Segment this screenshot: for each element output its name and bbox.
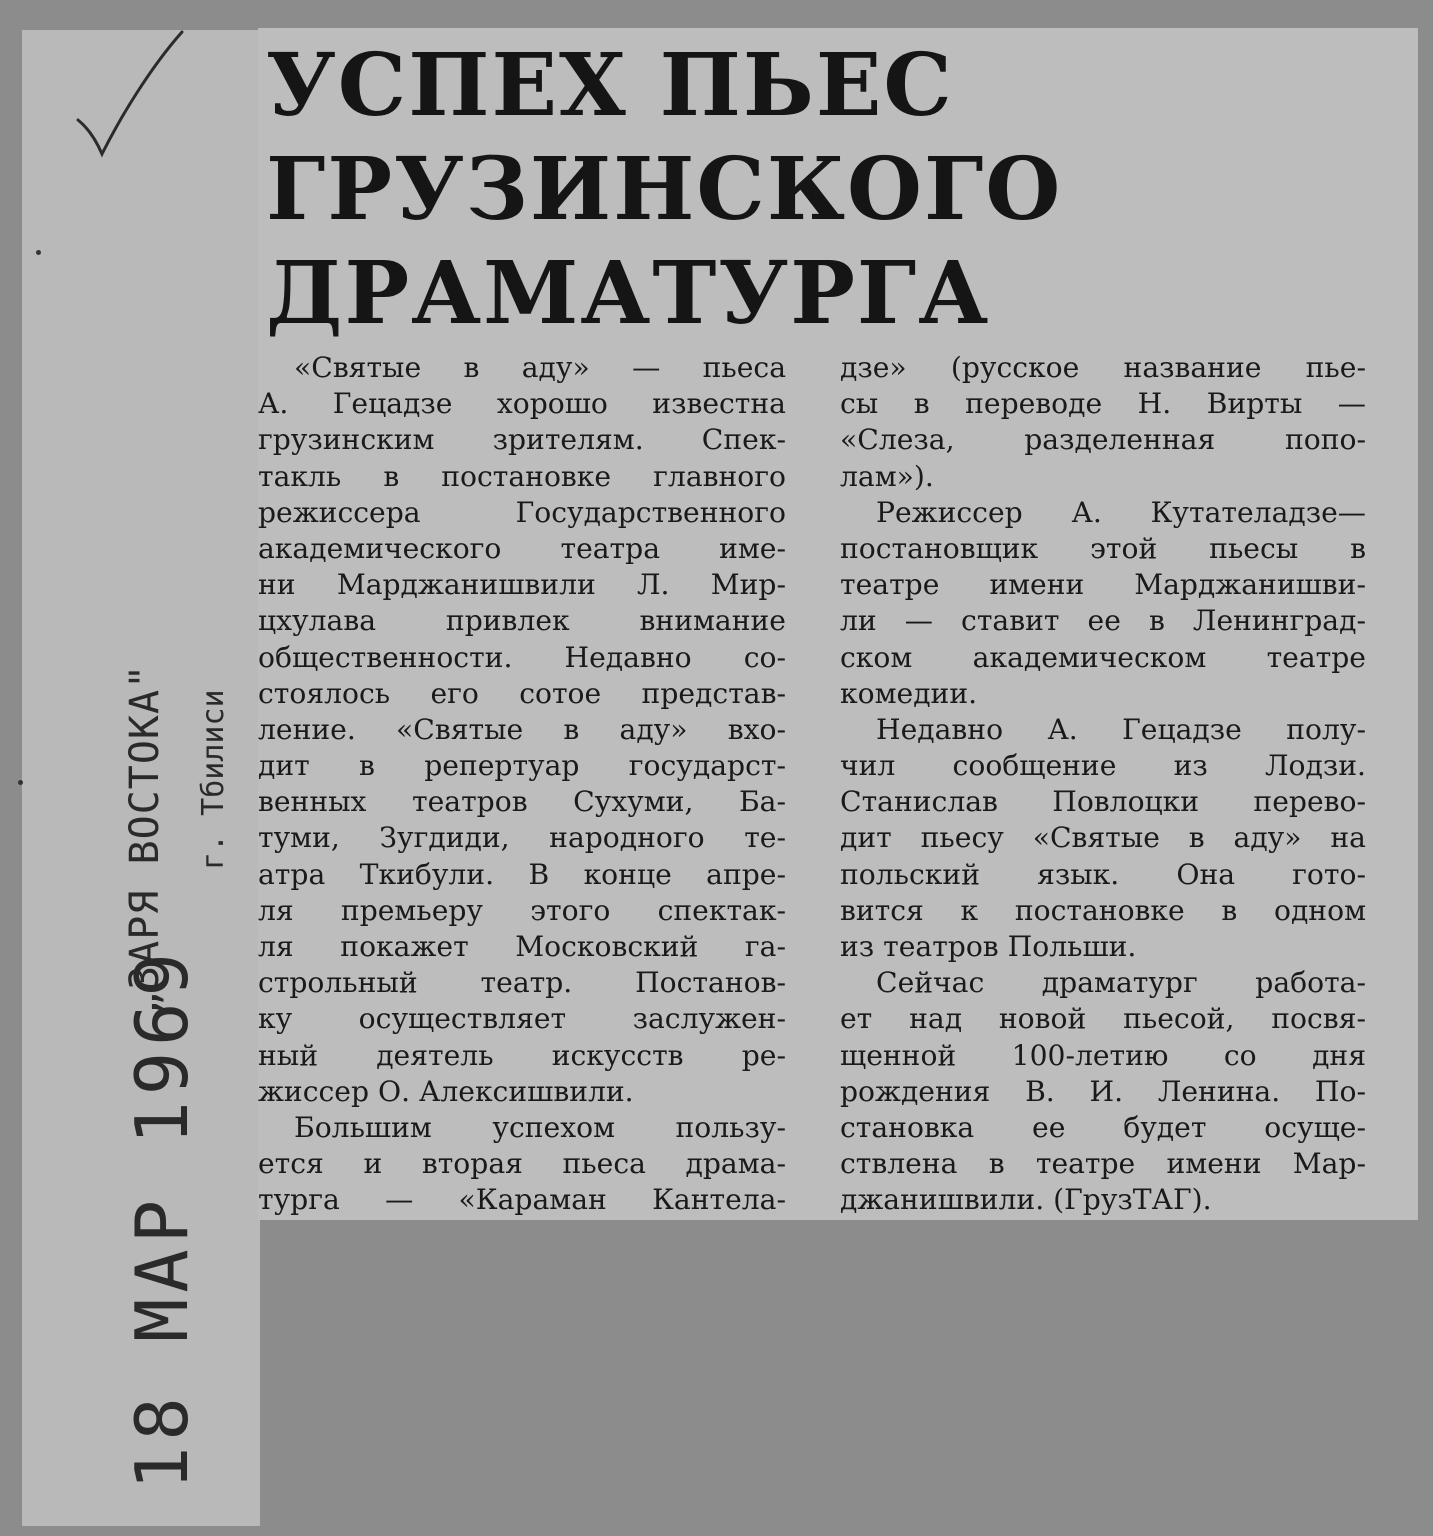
- text-line: театре имени Марджанишви-: [840, 568, 1366, 602]
- paragraph: [840, 350, 1366, 495]
- paper-speck: [18, 780, 23, 785]
- text-line: дит пьесу «Святые в аду» на: [840, 821, 1366, 855]
- text-line: А. Гецадзе хорошо известна: [258, 387, 786, 421]
- stamp-date: 18 МАР 1969: [120, 947, 204, 1490]
- text-line: ку осуществляет заслужен-: [258, 1002, 786, 1036]
- text-line: сы в переводе Н. Вирты —: [840, 387, 1366, 421]
- text-line: атра Ткибули. В конце апре-: [258, 857, 786, 891]
- text-line: джанишвили. (ГрузТАГ).: [840, 1183, 1212, 1217]
- text-line: комедии.: [840, 676, 978, 710]
- text-line: режиссера Государственного: [258, 495, 786, 529]
- text-line: Сейчас драматург работа-: [876, 966, 1366, 1000]
- text-line: ется и вторая пьеса драма-: [258, 1147, 786, 1181]
- text-line: ском академическом театре: [840, 640, 1366, 674]
- text-line: Режиссер А. Кутателадзе—: [876, 495, 1366, 529]
- text-line: «Святые в аду» — пьеса: [294, 351, 786, 384]
- checkmark-icon: [70, 28, 190, 158]
- text-line: цхулава привлек внимание: [258, 604, 786, 638]
- text-line: вится к постановке в одном: [840, 893, 1366, 927]
- text-line: лам»).: [840, 459, 934, 493]
- text-line: такль в постановке главного: [258, 459, 786, 493]
- headline-line: ГРУЗИНСКОГО: [266, 139, 1063, 240]
- text-line: ный деятель искусств ре-: [258, 1038, 786, 1072]
- text-line: щенной 100-летию со дня: [840, 1038, 1366, 1072]
- text-line: ля премьеру этого спектак-: [258, 893, 786, 927]
- headline-line: УСПЕХ ПЬЕС: [266, 35, 954, 136]
- article-column-right: [840, 350, 1366, 1219]
- text-line: ствлена в театре имени Мар-: [840, 1147, 1366, 1181]
- text-line: из театров Польши.: [840, 930, 1137, 963]
- paper-speck: [36, 250, 41, 255]
- text-line: чил сообщение из Лодзи.: [840, 749, 1366, 783]
- text-line: ет над новой пьесой, посвя-: [840, 1002, 1366, 1036]
- text-line: ли — ставит ее в Ленинград-: [840, 604, 1366, 638]
- text-line: Станислав Повлоцки перево-: [840, 785, 1366, 819]
- headline: [266, 34, 1063, 346]
- stamp-newspaper-name: „ЗАРЯ ВОСТОКА": [122, 663, 168, 1015]
- text-line: ление. «Святые в аду» вхо-: [258, 712, 786, 746]
- article-column-left: [258, 350, 786, 1219]
- paragraph: [258, 1110, 786, 1219]
- text-line: грузинским зрителям. Спек-: [258, 423, 786, 457]
- text-line: венных театров Сухуми, Ба-: [258, 785, 786, 819]
- headline-line: ДРАМАТУРГА: [266, 243, 991, 344]
- text-line: ни Марджанишвили Л. Мир-: [258, 568, 786, 602]
- text-line: общественности. Недавно со-: [258, 640, 786, 674]
- paragraph: [258, 350, 786, 1110]
- text-line: стоялось его сотое представ-: [258, 676, 786, 710]
- text-line: Большим успехом пользу-: [294, 1110, 786, 1144]
- text-line: дзе» (русское название пье-: [840, 351, 1366, 384]
- paragraph: [840, 495, 1366, 712]
- text-line: польский язык. Она гото-: [840, 857, 1366, 891]
- stamp-city: г. Тбилиси: [196, 689, 231, 870]
- text-line: академического театра име-: [258, 531, 786, 565]
- text-line: постановщик этой пьесы в: [840, 531, 1366, 565]
- text-line: становка ее будет осуще-: [840, 1110, 1366, 1144]
- text-line: рождения В. И. Ленина. По-: [840, 1074, 1366, 1108]
- paragraph: [840, 965, 1366, 1218]
- text-line: туми, Зугдиди, народного те-: [258, 821, 786, 855]
- text-line: Недавно А. Гецадзе полу-: [876, 712, 1366, 746]
- text-line: «Слеза, разделенная попо-: [840, 423, 1366, 457]
- text-line: дит в репертуар государст-: [258, 749, 786, 783]
- text-line: строльный театр. Постанов-: [258, 966, 786, 1000]
- text-line: ля покажет Московский га-: [258, 930, 786, 963]
- paragraph: [840, 712, 1366, 965]
- text-line: турга — «Караман Кантела-: [258, 1183, 786, 1217]
- text-line: жиссер О. Алексишвили.: [258, 1074, 634, 1108]
